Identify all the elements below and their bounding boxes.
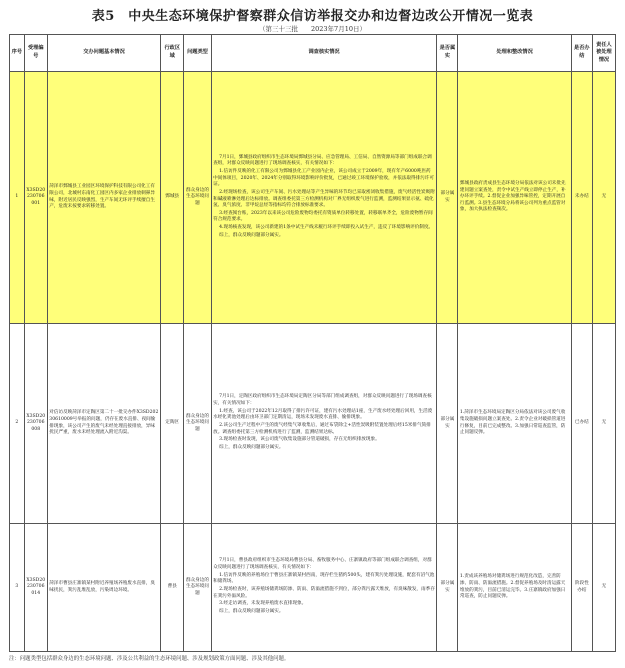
row-handling: 1.菏泽市生态环境局定陶区分局依法对该公司废气收集设施破损问题立案查处。2.责令企业对破损管道进行修复，目前已完成整改。3.加强日常巡查监管，防止问题反弹。 bbox=[458, 324, 571, 524]
header-no: 序号 bbox=[10, 35, 25, 72]
page-title: 表5 中央生态环境保护督察群众信访举报交办和边督边改公开情况一览表 bbox=[91, 9, 534, 24]
inv-paragraph: 综上，群众反映问题部分属实。 bbox=[219, 608, 284, 614]
row-true: 部分属实 bbox=[437, 524, 458, 652]
inv-paragraph: 7月1日，定陶区政府组织市生态环境局定陶区分局等部门组成调查组，对群众反映问题进行了现场调查核实，有关情况如下： bbox=[213, 394, 432, 407]
header-handling: 处理和整改情况 bbox=[458, 35, 571, 72]
header-punish: 责任人被处理情况 bbox=[592, 35, 615, 72]
row-no: 3 bbox=[10, 524, 25, 652]
inv-paragraph: 4.现场核查发现，该公司新建的1条中试生产线未履行环评手续即投入试生产，违反了环境影响评价制度。 bbox=[219, 225, 434, 231]
header-true: 是否属实 bbox=[437, 35, 458, 72]
table-row bbox=[10, 324, 616, 524]
row-type: 群众身边的生态环境问题 bbox=[184, 72, 211, 324]
row-punish: 无 bbox=[592, 524, 615, 652]
row-type: 群众身边的生态环境问题 bbox=[184, 524, 211, 652]
row-handling: 鄄城县政府责成县生态环境分局依法对该公司未批先建问题立案查处，责令中试生产线立即停止生产，补办环评手续。2.督促企业加强异味管控，定期开展自行监测。3.县生态环境分局将该公司列为重点监管对象，加大执法检查频次。 bbox=[458, 72, 571, 324]
row-investigation bbox=[211, 524, 437, 652]
row-done: 未办结 bbox=[571, 72, 592, 324]
report-table bbox=[9, 34, 616, 652]
table-row bbox=[10, 524, 616, 652]
table-row bbox=[10, 72, 616, 324]
inv-paragraph: 3.现场检查时发现，该公司废气收集设施部分管道破损，存在无组织排放现象。 bbox=[219, 437, 380, 443]
row-region: 鄄城县 bbox=[161, 72, 184, 324]
row-investigation bbox=[211, 324, 437, 524]
inv-paragraph: 3.经走访调查，未发现养殖废水直排现象。 bbox=[219, 601, 307, 607]
inv-paragraph: 2.该公司生产过程中产生的废气经集气罩收集后，通过布袋除尘+活性炭吸附装置处理后经15米排气筒排放。调查组委托第三方检测机构进行了监测，监测结果达标。 bbox=[213, 423, 431, 435]
row-basic: 菏泽市鄄城县工业园区环境保护科技有限公司化工有限公司，北城村东南化工园区内多家企业排放刺鼻异味，附近居民反映强烈，生产车间无环评手续擅自生产，危废未按要求转移处置。 bbox=[47, 72, 160, 324]
row-handling: 1.责成该养殖场对储粪场进行规范化改造，完善防渗、防雨、防溢流措施。2.督促养殖场及时清运露天堆放的粪污，目前已清运完毕。3.庄寨镇政府加强日常巡查，防止问题反弹。 bbox=[458, 524, 571, 652]
inv-paragraph: 综上，群众反映问题部分属实。 bbox=[219, 444, 284, 450]
inv-paragraph: 7月1日，鄄城县政府组织市生态环境局鄄城县分局、应急管理局、工信局、自然资源局等部门组成联合调查组，对群众反映问题进行了现场调查核实，有关情况如下： bbox=[213, 154, 432, 167]
row-no: 1 bbox=[10, 72, 25, 324]
inv-paragraph: 1.信访件反映的化工有限公司为鄄城县化工产业园内企业，该公司成立于2009年，现有年产6000吨医药中间体项目，2020年、2024年分别取得环境影响评价批复，已通过竣工环境保护验收，并依法取得排污许可证。 bbox=[213, 168, 435, 188]
row-punish: 无 bbox=[592, 72, 615, 324]
inv-paragraph: 1.信访件反映的养殖场位于曹县庄寨镇某村西南，现存栏生猪约500头，建有粪污处理设施，配套有沼气池和储粪场。 bbox=[213, 572, 435, 585]
row-id: X3SD20230706008 bbox=[24, 324, 47, 524]
row-punish: 无 bbox=[592, 324, 615, 524]
inv-paragraph: 1.经查，该公司于2022年12月取得了排污许可证，建有污水处理站1座，生产废水经处理后回用，生活废水经化粪池处理后由环卫部门定期清运，现场未发现废水直排、偷排现象。 bbox=[213, 408, 433, 421]
row-true: 部分属实 bbox=[437, 72, 458, 324]
row-id: X3SD20230706014 bbox=[24, 524, 47, 652]
row-basic: 菏泽市曹县庄寨镇某村附近养殖场养殖废水直排，臭味扰民，粪污乱堆乱放，污染周边环境。 bbox=[47, 524, 160, 652]
header-type: 问题类型 bbox=[184, 35, 211, 72]
row-done: 阶段性办结 bbox=[571, 524, 592, 652]
header-investigation: 调查核实情况 bbox=[211, 35, 437, 72]
header-region: 行政区域 bbox=[161, 35, 184, 72]
row-type: 群众身边的生态环境问题 bbox=[184, 324, 211, 524]
inv-paragraph: 综上，群众反映问题部分属实。 bbox=[219, 232, 284, 238]
row-region: 定陶区 bbox=[161, 324, 184, 524]
inv-paragraph: 2.经现场检查，该公司生产车间、污水处理站等产生异味的环节均已采取密闭收集措施，废气经活性炭吸附和碱液喷淋处理后达标排放。调查组委托第三方检测机构对厂界无组织废气进行监测，监测结果显示氨、硫化氢、臭气浓度、非甲烷总烃等指标均符合排放标准要求。 bbox=[213, 189, 435, 209]
row-investigation bbox=[211, 72, 437, 324]
footnote: 注：问题类型包括群众身边的生态环境问题、涉及公共利益的生态环境问题、涉及规划政策方面问题、涉及其他问题。 bbox=[9, 656, 290, 662]
table-header-row bbox=[10, 35, 616, 72]
header-id: 受理编号 bbox=[24, 35, 47, 72]
row-id: X3SD20230706001 bbox=[24, 72, 47, 324]
row-done: 已办结 bbox=[571, 324, 592, 524]
inv-paragraph: 2.现场检查时，该养殖场储粪场防渗、防雨、防溢流措施不到位，部分粪污露天堆放，有臭味散发，雨季存在粪污外溢风险。 bbox=[213, 587, 435, 599]
inv-paragraph: 7月1日，曹县政府组织市生态环境局曹县分局、畜牧服务中心、庄寨镇政府等部门组成联合调查组，对群众反映问题进行了现场调查核实，有关情况如下： bbox=[213, 558, 432, 571]
row-true: 部分属实 bbox=[437, 324, 458, 524]
page-subtitle: （第三十三批 2023年7月10日） bbox=[259, 25, 366, 33]
header-done: 是否办结 bbox=[571, 35, 592, 72]
row-basic: 对信访反映菏泽市定陶区第二十一批交办件X3SD20230610009号举报的问题，仍存在废水直排、夜间偷排现象，该公司产生的废气未经处理直接排放，异味扰民严重，废水未经处理流入附近沟渠。 bbox=[47, 324, 160, 524]
row-no: 2 bbox=[10, 324, 25, 524]
header-basic: 交办问题基本情况 bbox=[47, 35, 160, 72]
row-region: 曹县 bbox=[161, 524, 184, 652]
inv-paragraph: 3.经查阅台账，2023年以来该公司危险废物均委托有资质单位转移处置，转移联单齐全，危险废物暂存间符合规范要求。 bbox=[213, 210, 433, 223]
